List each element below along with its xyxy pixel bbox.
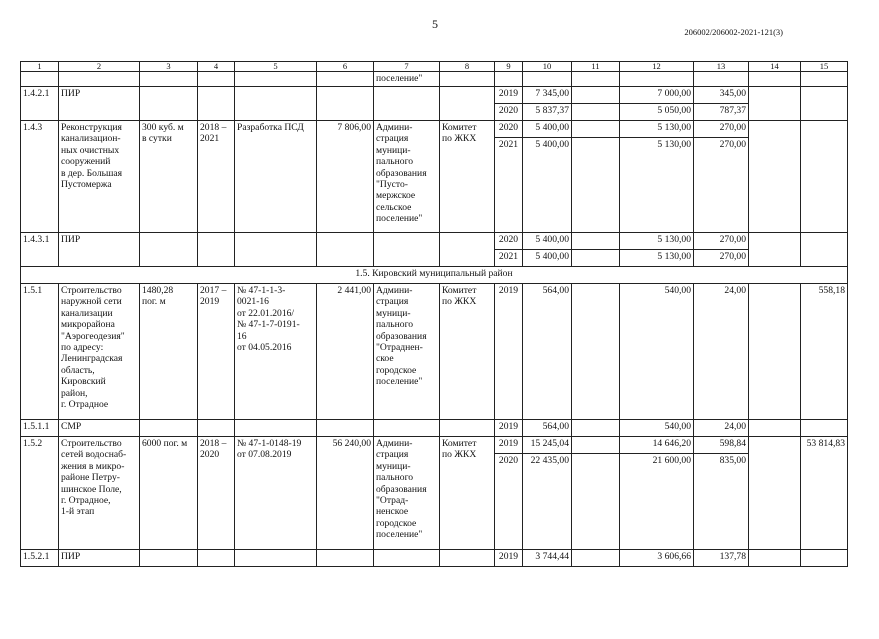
column-header: 15 xyxy=(801,62,848,72)
table-cell: 558,18 xyxy=(801,284,848,420)
table-cell: 1480,28 пог. м xyxy=(140,284,198,420)
table-cell: ПИР xyxy=(59,550,140,567)
table-cell: 270,00 xyxy=(694,138,749,233)
column-header: 9 xyxy=(495,62,523,72)
table-cell: 270,00 xyxy=(694,250,749,267)
table-cell: 1.5.1 xyxy=(21,284,59,420)
table-cell: 5 130,00 xyxy=(620,138,694,233)
table-cell: ПИР xyxy=(59,233,140,267)
table-row xyxy=(21,87,848,104)
column-header: 13 xyxy=(694,62,749,72)
table-cell: 2019 xyxy=(495,550,523,567)
table-cell: 2020 xyxy=(495,233,523,250)
table-cell: 1.5.1.1 xyxy=(21,420,59,437)
table-cell: Реконструкция канализацион- ных очистных сооружений в дер. Большая Пустомержа xyxy=(59,121,140,233)
table-cell: Комитет по ЖКХ xyxy=(440,284,495,420)
column-header: 6 xyxy=(317,62,374,72)
table-row xyxy=(21,72,848,87)
table-cell: 5 400,00 xyxy=(523,121,572,138)
header-row xyxy=(21,62,848,72)
table-cell: Админи- страция муници- пального образования "Пусто- мержское сельское поселение" xyxy=(374,121,440,233)
table-cell: 2020 xyxy=(495,104,523,121)
table-cell: 270,00 xyxy=(694,121,749,138)
table-cell: 300 куб. м в сутки xyxy=(140,121,198,233)
section-title: 1.5. Кировский муниципальный район xyxy=(21,267,848,284)
column-header: 14 xyxy=(749,62,801,72)
table-cell: Строительство наружной сети канализации микрорайона "Аэрогеодезия" по адресу: Ленинградская область, Кировский район, г. Отрадное xyxy=(59,284,140,420)
table-cell: Строительство сетей водоснаб- жения в микро- районе Петру- шинское Поле, г. Отрадное, 1-й этап xyxy=(59,437,140,550)
table-cell: Комитет по ЖКХ xyxy=(440,437,495,550)
table-cell: 3 606,66 xyxy=(620,550,694,567)
table-cell: 1.5.2 xyxy=(21,437,59,550)
table-cell: 53 814,83 xyxy=(801,437,848,550)
column-header: 5 xyxy=(235,62,317,72)
table-cell: 2019 xyxy=(495,284,523,420)
table-cell: 564,00 xyxy=(523,420,572,437)
table-cell: 15 245,04 xyxy=(523,437,572,454)
table-cell: Комитет по ЖКХ xyxy=(440,121,495,233)
document-number: 206002/206002-2021-121(3) xyxy=(684,27,783,37)
column-header: 12 xyxy=(620,62,694,72)
table-cell: 21 600,00 xyxy=(620,454,694,550)
column-header: 11 xyxy=(572,62,620,72)
table-cell: 22 435,00 xyxy=(523,454,572,550)
table-cell: 2021 xyxy=(495,138,523,233)
table-cell: 137,78 xyxy=(694,550,749,567)
table-cell: Админи- страция муници- пального образования "Отраднен- ское городское поселение" xyxy=(374,284,440,420)
table-cell: 7 000,00 xyxy=(620,87,694,104)
table-cell: 3 744,44 xyxy=(523,550,572,567)
table-cell: ПИР xyxy=(59,87,140,121)
table-cell: 2020 xyxy=(495,454,523,550)
column-header: 2 xyxy=(59,62,140,72)
table-row xyxy=(21,284,848,420)
column-header: 4 xyxy=(198,62,235,72)
table-cell: 5 400,00 xyxy=(523,250,572,267)
table-cell: 5 130,00 xyxy=(620,250,694,267)
table-cell: 2018 – 2021 xyxy=(198,121,235,233)
table-cell: 7 806,00 xyxy=(317,121,374,233)
table-cell: 5 130,00 xyxy=(620,121,694,138)
table-cell: Админи- страция муници- пального образования "Отрад- ненское городское поселение" xyxy=(374,437,440,550)
table-cell: 7 345,00 xyxy=(523,87,572,104)
data-table xyxy=(20,61,848,567)
table-cell: 564,00 xyxy=(523,284,572,420)
table-cell: 787,37 xyxy=(694,104,749,121)
table-cell: 14 646,20 xyxy=(620,437,694,454)
table-cell: № 47-1-0148-19 от 07.08.2019 xyxy=(235,437,317,550)
table-cell: 540,00 xyxy=(620,284,694,420)
table-cell: 5 050,00 xyxy=(620,104,694,121)
table-cell: Разработка ПСД xyxy=(235,121,317,233)
table-cell: 5 400,00 xyxy=(523,233,572,250)
table-cell: № 47-1-1-3- 0021-16 от 22.01.2016/ № 47-1-7-0191- 16 от 04.05.2016 xyxy=(235,284,317,420)
column-header: 7 xyxy=(374,62,440,72)
table-row xyxy=(21,550,848,567)
column-header: 3 xyxy=(140,62,198,72)
table-cell: поселение" xyxy=(374,72,440,87)
column-header: 1 xyxy=(21,62,59,72)
section-row xyxy=(21,267,848,284)
table-cell: 24,00 xyxy=(694,420,749,437)
table-cell: 2018 – 2020 xyxy=(198,437,235,550)
table-cell: 2019 xyxy=(495,420,523,437)
table-cell: 5 837,37 xyxy=(523,104,572,121)
table-cell: 598,84 xyxy=(694,437,749,454)
table-cell: 2019 xyxy=(495,87,523,104)
table-cell: 270,00 xyxy=(694,233,749,250)
table-cell: 6000 пог. м xyxy=(140,437,198,550)
table-cell: 5 400,00 xyxy=(523,138,572,233)
page-number: 5 xyxy=(432,17,438,31)
table-cell: 540,00 xyxy=(620,420,694,437)
table-row xyxy=(21,233,848,250)
table-cell: 2 441,00 xyxy=(317,284,374,420)
table-row xyxy=(21,437,848,454)
table-cell: 2020 xyxy=(495,121,523,138)
column-header: 10 xyxy=(523,62,572,72)
table-cell: 1.4.2.1 xyxy=(21,87,59,121)
table-cell: 345,00 xyxy=(694,87,749,104)
table-row xyxy=(21,121,848,138)
table-cell: 56 240,00 xyxy=(317,437,374,550)
table-cell: 24,00 xyxy=(694,284,749,420)
table-cell: 2017 – 2019 xyxy=(198,284,235,420)
table-cell: 2021 xyxy=(495,250,523,267)
table-cell: 2019 xyxy=(495,437,523,454)
table-cell: 1.4.3.1 xyxy=(21,233,59,267)
column-header: 8 xyxy=(440,62,495,72)
table-row xyxy=(21,420,848,437)
table-cell: 1.5.2.1 xyxy=(21,550,59,567)
table-cell: 1.4.3 xyxy=(21,121,59,233)
table-cell: 5 130,00 xyxy=(620,233,694,250)
table-cell: СМР xyxy=(59,420,140,437)
table-cell: 835,00 xyxy=(694,454,749,550)
